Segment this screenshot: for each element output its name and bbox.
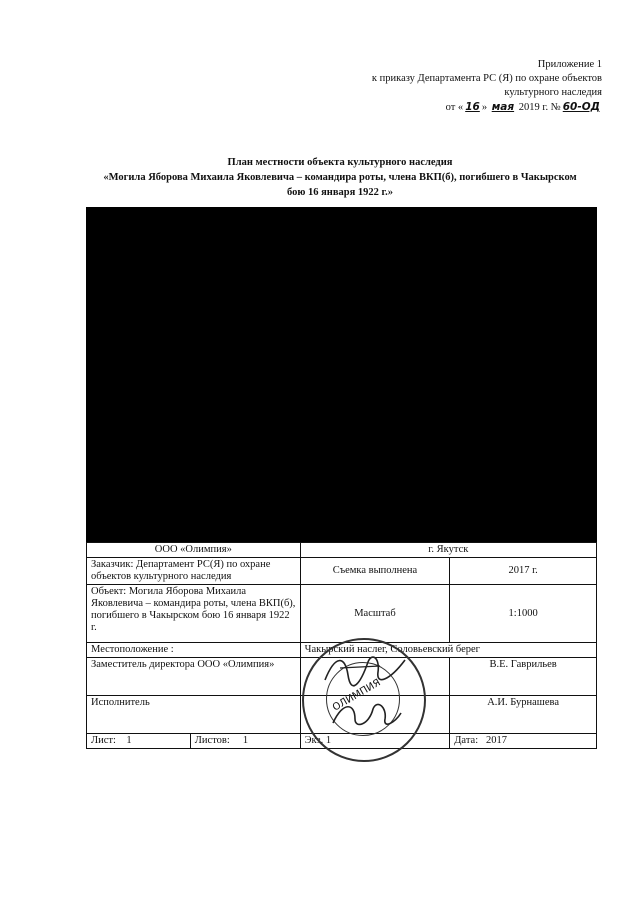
annex-line-3: культурного наследия [504, 87, 602, 98]
order-number: 60-ОД [562, 101, 600, 113]
annex-header [302, 58, 602, 115]
date-prefix: от « [445, 102, 464, 113]
deputy-label-cell: Заместитель директора ООО «Олимпия» [87, 658, 301, 696]
redacted-map-area [86, 207, 597, 542]
annex-line-2: к приказу Департамента РС (Я) по охране объектов [371, 73, 602, 84]
survey-year-cell: 2017 г. [450, 558, 597, 585]
annex-date-line [302, 100, 602, 115]
seal-text: ОЛИМПИЯ [330, 677, 383, 714]
document-title [80, 155, 600, 200]
city-cell: г. Якутск [300, 543, 596, 558]
date-label: Дата: [454, 735, 479, 746]
executor-name-cell: А.И. Бурнашева [450, 696, 597, 734]
deputy-name-cell: В.Е. Гаврильев [450, 658, 597, 696]
date-mid: » [481, 102, 488, 113]
survey-label-cell: Съемка выполнена [300, 558, 450, 585]
date-day: 16 [465, 101, 480, 113]
title-line-2: «Могила Яборова Михаила Яковлевича – командира роты, члена ВКП(б), погибшего в Чакырском [103, 172, 577, 183]
copy-value: 1 [325, 735, 332, 746]
sheets-label: Листов: [194, 735, 230, 746]
copy-label: Экз. [304, 735, 324, 746]
title-line-1: План местности объекта культурного наследия [227, 157, 453, 168]
sheet-cell [87, 734, 191, 749]
customer-cell: Заказчик: Департамент РС(Я) по охране объектов культурного наследия [87, 558, 301, 585]
date-year: 2019 г. № [518, 102, 561, 113]
sheet-value: 1 [126, 735, 132, 746]
object-cell: Объект: Могила Яборова Михаила Яковлевича – командира роты, члена ВКП(б), погибшего в Чакырском бою 16 января 1922 г. [87, 585, 301, 643]
location-label-cell: Местоположение : [87, 643, 301, 658]
date-value: 2017 [486, 735, 507, 746]
date-cell [450, 734, 597, 749]
official-seal [302, 638, 426, 762]
sheets-cell [190, 734, 300, 749]
company-cell: ООО «Олимпия» [87, 543, 301, 558]
table-row [87, 558, 597, 585]
executor-label-cell: Исполнитель [87, 696, 301, 734]
location-value-cell: Чакырский наслег, Соловьевский берег [300, 643, 596, 658]
table-row [87, 543, 597, 558]
annex-line-1: Приложение 1 [537, 59, 602, 70]
date-month: мая [491, 101, 515, 113]
table-row [87, 585, 597, 643]
title-line-3: бою 16 января 1922 г.» [286, 187, 393, 198]
sheet-label: Лист: [91, 735, 116, 746]
scale-label-cell: Масштаб [300, 585, 450, 643]
sheets-value: 1 [242, 735, 249, 746]
scale-value-cell: 1:1000 [450, 585, 597, 643]
